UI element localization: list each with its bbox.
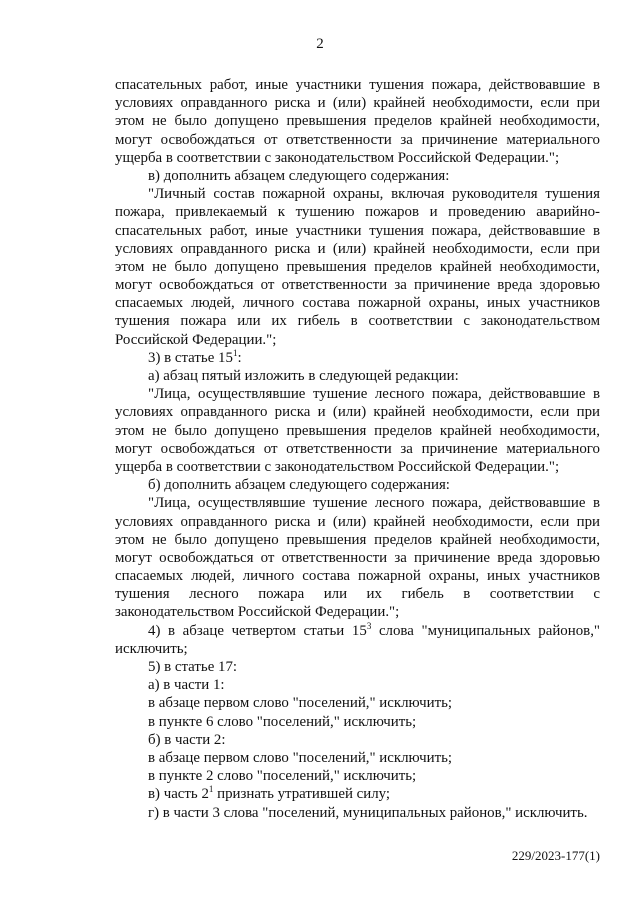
text-line-content: условиях оправданного риска и (или) крайней необходимости, если при <box>115 240 600 257</box>
text-line <box>115 258 600 276</box>
text-line <box>115 513 600 531</box>
text-line <box>115 603 600 621</box>
text-line-content: в пункте 6 слово "поселений," исключить; <box>148 713 417 730</box>
text-line <box>115 94 600 112</box>
superscript: 3 <box>366 620 372 631</box>
text-line <box>115 131 600 149</box>
superscript: 1 <box>232 347 238 358</box>
text-line-content: б) в части 2: <box>148 731 226 748</box>
text-line <box>115 240 600 258</box>
text-line-content: могут освобождаться от ответственности за причинение материального <box>115 131 600 148</box>
text-line-content: Российской Федерации."; <box>115 331 277 348</box>
text-line <box>115 349 600 367</box>
text-line <box>115 658 600 676</box>
text-line <box>115 294 600 312</box>
text-line-content: ущерба в соответствии с законодательством Российской Федерации."; <box>115 458 560 475</box>
text-line <box>115 185 600 203</box>
text-line <box>115 167 600 185</box>
text-line <box>115 640 600 658</box>
text-line <box>115 222 600 240</box>
text-line-tail: слова "муниципальных районов," <box>371 622 601 639</box>
text-line <box>115 203 600 221</box>
text-line-content: ущерба в соответствии с законодательством Российской Федерации."; <box>115 149 560 166</box>
text-line-content: в) дополнить абзацем следующего содержания: <box>148 167 450 184</box>
text-line <box>115 422 600 440</box>
text-line <box>115 567 600 585</box>
text-line-content: тушения пожара или их гибель в соответствии с законодательством <box>115 313 600 330</box>
text-line <box>115 731 600 749</box>
text-line-content: могут освобождаться от ответственности за причинение вреда здоровью <box>115 277 600 294</box>
text-line <box>115 112 600 130</box>
text-line <box>115 785 600 803</box>
text-line-content: спасательных работ, иные участники тушения пожара, действовавшие в <box>115 222 600 239</box>
page-number: 2 <box>316 36 324 52</box>
text-line <box>115 531 600 549</box>
text-line-content: этом не было допущено превышения пределов крайней необходимости, <box>115 113 600 130</box>
text-line-content: этом не было допущено превышения пределов крайней необходимости, <box>115 422 600 439</box>
text-line-content: законодательством Российской Федерации."; <box>115 604 400 621</box>
text-line <box>115 276 600 294</box>
text-line-content: в пункте 2 слово "поселений," исключить; <box>148 768 417 785</box>
text-line-content: г) в части 3 слова "поселений, муниципальных районов," исключить. <box>148 804 588 821</box>
text-line <box>115 676 600 694</box>
document-body <box>115 76 600 822</box>
text-line-content: б) дополнить абзацем следующего содержания: <box>148 477 450 494</box>
text-line-content: в абзаце первом слово "поселений," исключить; <box>148 749 452 766</box>
text-line <box>115 749 600 767</box>
text-line <box>115 767 600 785</box>
text-line-content: 4) в абзаце четвертом статьи 15 <box>148 622 367 639</box>
text-line <box>115 440 600 458</box>
text-line-content: а) в части 1: <box>148 677 225 694</box>
text-line-content: исключить; <box>115 640 188 657</box>
text-line-content: условиях оправданного риска и (или) крайней необходимости, если при <box>115 95 600 112</box>
text-line-tail: : <box>237 349 242 366</box>
text-line <box>115 367 600 385</box>
text-line <box>115 458 600 476</box>
text-line <box>115 713 600 731</box>
text-line-content: могут освобождаться от ответственности за причинение материального <box>115 440 600 457</box>
text-line <box>115 385 600 403</box>
text-line-content: "Лица, осуществлявшие тушение лесного пожара, действовавшие в <box>148 495 600 512</box>
text-line-content: 3) в статье 15 <box>148 349 233 366</box>
document-id: 229/2023-177(1) <box>511 848 600 863</box>
text-line <box>115 149 600 167</box>
text-line <box>115 694 600 712</box>
text-line <box>115 494 600 512</box>
text-line-content: спасаемых людей, личного состава пожарной охраны, иных участников <box>115 295 600 312</box>
text-line <box>115 403 600 421</box>
text-line-content: в) часть 2 <box>148 786 209 803</box>
text-line-content: условиях оправданного риска и (или) крайней необходимости, если при <box>115 513 600 530</box>
text-line <box>115 585 600 603</box>
text-line-content: могут освобождаться от ответственности за причинение вреда здоровью <box>115 549 600 566</box>
text-line-content: спасаемых людей, личного состава пожарной охраны, иных участников <box>115 568 600 585</box>
text-line-content: условиях оправданного риска и (или) крайней необходимости, если при <box>115 404 600 421</box>
text-line <box>115 331 600 349</box>
text-line-tail: признать утратившей силу; <box>213 786 391 803</box>
text-line-content: спасательных работ, иные участники тушения пожара, действовавшие в <box>115 77 600 93</box>
text-line-content: в абзаце первом слово "поселений," исключить; <box>148 695 452 712</box>
text-line <box>115 549 600 567</box>
text-line-content: этом не было допущено превышения пределов крайней необходимости, <box>115 531 600 548</box>
text-line <box>115 476 600 494</box>
text-line-content: этом не было допущено превышения пределов крайней необходимости, <box>115 258 600 275</box>
text-line-content: 5) в статье 17: <box>148 659 238 675</box>
text-line <box>115 804 600 822</box>
text-line-content: "Лица, осуществлявшие тушение лесного пожара, действовавшие в <box>148 386 600 403</box>
text-line <box>115 312 600 330</box>
text-line <box>115 76 600 94</box>
text-line <box>115 622 600 640</box>
text-line-content: пожара, привлекаемый к тушению пожаров и проведению аварийно- <box>115 204 600 221</box>
text-line-content: "Личный состав пожарной охраны, включая руководителя тушения <box>148 186 600 203</box>
text-line-content: а) абзац пятый изложить в следующей редакции: <box>148 368 459 384</box>
text-line-content: тушения лесного пожара или их гибель в соответствии с <box>115 586 600 603</box>
superscript: 1 <box>208 784 214 795</box>
